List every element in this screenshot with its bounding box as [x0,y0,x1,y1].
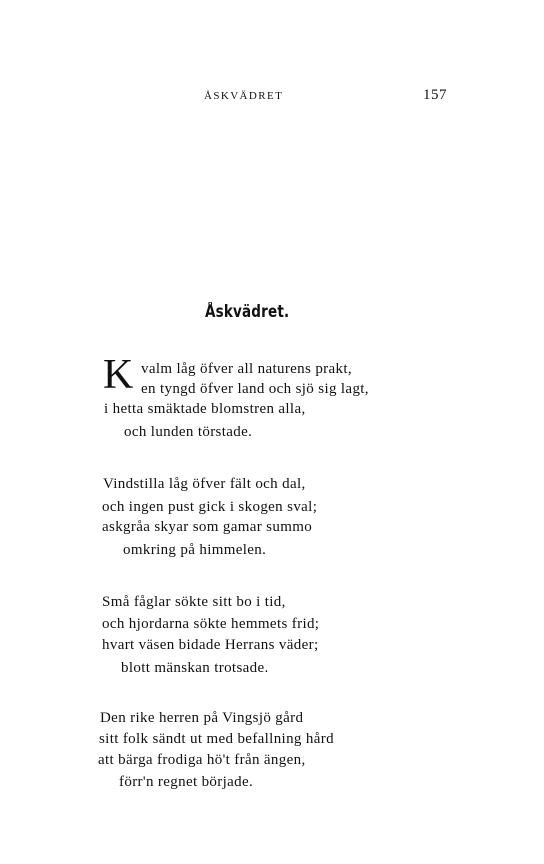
verse-line: hvart väsen bidade Herrans väder; [102,637,319,653]
verse-line: sitt folk sändt ut med befallning hård [99,731,334,747]
verse-line: Vindstilla låg öfver fält och dal, [103,476,306,492]
drop-cap: K [103,352,134,398]
verse-line: att bärga frodiga hö't från ängen, [98,752,306,768]
verse-line: valm låg öfver all naturens prakt, [141,361,352,377]
verse-line: askgråa skyar som gamar summo [102,519,313,535]
verse-line: i hetta smäktade blomstren alla, [104,401,306,417]
verse-line: omkring på himmelen. [123,542,267,558]
verse-line: blott mänskan trotsade. [121,660,269,676]
running-head: ÅSKVÄDRET [204,90,284,102]
verse-line: en tyngd öfver land och sjö sig lagt, [141,381,369,397]
verse-line: och ingen pust gick i skogen sval; [102,499,318,515]
poem-title: Åskvädret. [205,302,290,321]
verse-line: och lunden törstade. [124,424,253,440]
verse-line: Den rike herren på Vingsjö gård [100,710,304,726]
verse-line: och hjordarna sökte hemmets frid; [102,616,320,632]
verse-line: förr'n regnet började. [119,774,254,790]
verse-line: Små fåglar sökte sitt bo i tid, [102,594,286,610]
page-number: 157 [423,87,447,103]
